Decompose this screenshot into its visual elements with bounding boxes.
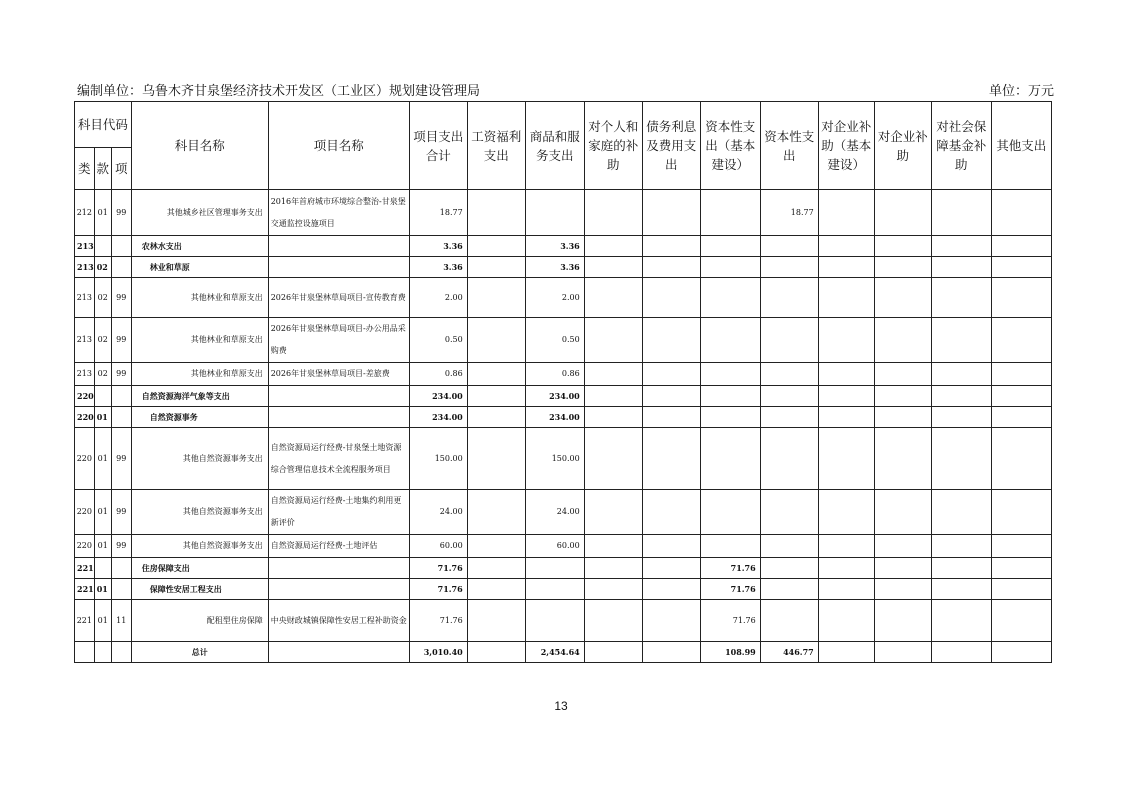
cell-goods: 24.00 bbox=[525, 490, 584, 535]
cell-debt bbox=[642, 236, 700, 257]
total-capital: 446.77 bbox=[760, 642, 818, 663]
cell-other bbox=[991, 428, 1051, 490]
header-capital-basic: 资本性支出（基本建设） bbox=[700, 102, 760, 190]
cell-total: 150.00 bbox=[409, 428, 467, 490]
cell-goods: 0.86 bbox=[525, 363, 584, 386]
total-capital-basic: 108.99 bbox=[700, 642, 760, 663]
cell-enterprise bbox=[874, 558, 931, 579]
cell-social bbox=[931, 190, 991, 236]
cell-enterprise-basic bbox=[818, 579, 874, 600]
cell-social bbox=[931, 558, 991, 579]
total-debt bbox=[642, 642, 700, 663]
cell-capital bbox=[760, 236, 818, 257]
table-row bbox=[75, 600, 1052, 642]
cell-subject: 配租型住房保障 bbox=[131, 600, 268, 642]
cell-social bbox=[931, 579, 991, 600]
cell-subject: 其他自然资源事务支出 bbox=[131, 535, 268, 558]
cell-item bbox=[111, 558, 131, 579]
cell-individual bbox=[584, 579, 642, 600]
cell-project bbox=[268, 407, 409, 428]
cell-project bbox=[268, 236, 409, 257]
cell-enterprise bbox=[874, 535, 931, 558]
cell-individual bbox=[584, 386, 642, 407]
cell-enterprise bbox=[874, 428, 931, 490]
cell-section bbox=[94, 236, 111, 257]
cell-capital-basic bbox=[700, 386, 760, 407]
cell-subject: 农林水支出 bbox=[131, 236, 268, 257]
cell-class: 213 bbox=[75, 278, 95, 318]
table-row bbox=[75, 257, 1052, 278]
cell-wages bbox=[467, 600, 525, 642]
cell-class: 212 bbox=[75, 190, 95, 236]
cell-enterprise-basic bbox=[818, 490, 874, 535]
cell-enterprise-basic bbox=[818, 535, 874, 558]
cell-section: 02 bbox=[94, 363, 111, 386]
cell-debt bbox=[642, 190, 700, 236]
cell-section: 01 bbox=[94, 190, 111, 236]
cell-empty bbox=[268, 642, 409, 663]
cell-capital-basic: 71.76 bbox=[700, 600, 760, 642]
cell-enterprise bbox=[874, 257, 931, 278]
table-row bbox=[75, 579, 1052, 600]
cell-item bbox=[111, 579, 131, 600]
cell-class: 221 bbox=[75, 600, 95, 642]
cell-enterprise-basic bbox=[818, 558, 874, 579]
cell-capital-basic bbox=[700, 190, 760, 236]
cell-capital bbox=[760, 318, 818, 363]
cell-enterprise bbox=[874, 600, 931, 642]
total-goods: 2,454.64 bbox=[525, 642, 584, 663]
cell-individual bbox=[584, 558, 642, 579]
cell-project: 2026年甘泉堡林草局项目-宣传教育费 bbox=[268, 278, 409, 318]
table-row bbox=[75, 490, 1052, 535]
cell-project: 2026年甘泉堡林草局项目-办公用品采购费 bbox=[268, 318, 409, 363]
cell-debt bbox=[642, 278, 700, 318]
cell-individual bbox=[584, 428, 642, 490]
cell-wages bbox=[467, 318, 525, 363]
total-enterprise-basic bbox=[818, 642, 874, 663]
cell-other bbox=[991, 236, 1051, 257]
cell-enterprise-basic bbox=[818, 386, 874, 407]
cell-section: 01 bbox=[94, 407, 111, 428]
cell-debt bbox=[642, 490, 700, 535]
cell-total: 60.00 bbox=[409, 535, 467, 558]
table-row bbox=[75, 428, 1052, 490]
cell-capital bbox=[760, 579, 818, 600]
cell-capital-basic: 71.76 bbox=[700, 579, 760, 600]
table-row bbox=[75, 558, 1052, 579]
cell-total: 234.00 bbox=[409, 407, 467, 428]
cell-total: 18.77 bbox=[409, 190, 467, 236]
cell-capital-basic bbox=[700, 236, 760, 257]
header-subject-name: 科目名称 bbox=[131, 102, 268, 190]
header-project-name: 项目名称 bbox=[268, 102, 409, 190]
header-enterprise-basic: 对企业补助（基本建设） bbox=[818, 102, 874, 190]
cell-capital-basic bbox=[700, 257, 760, 278]
cell-other bbox=[991, 407, 1051, 428]
cell-social bbox=[931, 318, 991, 363]
cell-individual bbox=[584, 407, 642, 428]
cell-item: 99 bbox=[111, 318, 131, 363]
cell-section: 02 bbox=[94, 278, 111, 318]
cell-social bbox=[931, 386, 991, 407]
cell-item: 11 bbox=[111, 600, 131, 642]
header-goods: 商品和服务支出 bbox=[525, 102, 584, 190]
cell-total: 24.00 bbox=[409, 490, 467, 535]
cell-enterprise-basic bbox=[818, 236, 874, 257]
cell-capital bbox=[760, 278, 818, 318]
cell-class: 220 bbox=[75, 407, 95, 428]
cell-section: 01 bbox=[94, 600, 111, 642]
cell-wages bbox=[467, 535, 525, 558]
table-row bbox=[75, 190, 1052, 236]
cell-capital: 18.77 bbox=[760, 190, 818, 236]
cell-project bbox=[268, 386, 409, 407]
cell-empty bbox=[111, 642, 131, 663]
cell-project: 自然资源局运行经费-土地评估 bbox=[268, 535, 409, 558]
cell-capital bbox=[760, 600, 818, 642]
cell-enterprise bbox=[874, 386, 931, 407]
cell-goods: 234.00 bbox=[525, 407, 584, 428]
table-row bbox=[75, 318, 1052, 363]
header-class: 类 bbox=[75, 148, 95, 190]
cell-enterprise bbox=[874, 407, 931, 428]
cell-wages bbox=[467, 490, 525, 535]
cell-social bbox=[931, 535, 991, 558]
budget-table bbox=[74, 101, 1052, 663]
cell-subject: 自然资源事务 bbox=[131, 407, 268, 428]
cell-goods bbox=[525, 600, 584, 642]
cell-subject: 其他林业和草原支出 bbox=[131, 318, 268, 363]
cell-section: 01 bbox=[94, 428, 111, 490]
cell-wages bbox=[467, 257, 525, 278]
cell-wages bbox=[467, 236, 525, 257]
cell-individual bbox=[584, 236, 642, 257]
cell-class: 220 bbox=[75, 490, 95, 535]
table-row bbox=[75, 535, 1052, 558]
cell-project: 自然资源局运行经费-土地集约利用更新评价 bbox=[268, 490, 409, 535]
cell-debt bbox=[642, 257, 700, 278]
cell-debt bbox=[642, 600, 700, 642]
cell-class: 220 bbox=[75, 535, 95, 558]
cell-total: 0.86 bbox=[409, 363, 467, 386]
cell-capital bbox=[760, 257, 818, 278]
header-social: 对社会保障基金补助 bbox=[931, 102, 991, 190]
cell-wages bbox=[467, 558, 525, 579]
cell-debt bbox=[642, 428, 700, 490]
cell-empty bbox=[75, 642, 95, 663]
cell-enterprise bbox=[874, 490, 931, 535]
header-wages: 工资福利支出 bbox=[467, 102, 525, 190]
cell-subject: 其他自然资源事务支出 bbox=[131, 490, 268, 535]
cell-section bbox=[94, 386, 111, 407]
cell-capital-basic bbox=[700, 535, 760, 558]
cell-project: 2016年首府城市环境综合整治-甘泉堡交通监控设施项目 bbox=[268, 190, 409, 236]
cell-total: 71.76 bbox=[409, 558, 467, 579]
cell-enterprise-basic bbox=[818, 278, 874, 318]
header-item: 项 bbox=[111, 148, 131, 190]
currency-unit: 单位：万元 bbox=[988, 84, 1054, 99]
cell-project bbox=[268, 558, 409, 579]
cell-individual bbox=[584, 190, 642, 236]
cell-class: 213 bbox=[75, 363, 95, 386]
table-row bbox=[75, 386, 1052, 407]
cell-section: 02 bbox=[94, 257, 111, 278]
cell-class: 221 bbox=[75, 579, 95, 600]
cell-other bbox=[991, 363, 1051, 386]
cell-project: 自然资源局运行经费-甘泉堡土地资源综合管理信息技术全流程服务项目 bbox=[268, 428, 409, 490]
cell-social bbox=[931, 236, 991, 257]
cell-wages bbox=[467, 190, 525, 236]
cell-total: 71.76 bbox=[409, 579, 467, 600]
header-enterprise: 对企业补助 bbox=[874, 102, 931, 190]
cell-class: 213 bbox=[75, 257, 95, 278]
header-other: 其他支出 bbox=[991, 102, 1051, 190]
cell-capital-basic bbox=[700, 363, 760, 386]
cell-total: 234.00 bbox=[409, 386, 467, 407]
cell-class: 213 bbox=[75, 236, 95, 257]
cell-total: 2.00 bbox=[409, 278, 467, 318]
cell-wages bbox=[467, 407, 525, 428]
cell-class: 220 bbox=[75, 428, 95, 490]
cell-individual bbox=[584, 490, 642, 535]
cell-social bbox=[931, 428, 991, 490]
total-other bbox=[991, 642, 1051, 663]
cell-item bbox=[111, 386, 131, 407]
cell-subject: 自然资源海洋气象等支出 bbox=[131, 386, 268, 407]
header-debt: 债务利息及费用支出 bbox=[642, 102, 700, 190]
cell-social bbox=[931, 600, 991, 642]
total-wages bbox=[467, 642, 525, 663]
cell-individual bbox=[584, 600, 642, 642]
compiling-unit: 编制单位：乌鲁木齐甘泉堡经济技术开发区（工业区）规划建设管理局 bbox=[77, 84, 481, 99]
table-row bbox=[75, 363, 1052, 386]
cell-capital bbox=[760, 428, 818, 490]
cell-project: 中央财政城镇保障性安居工程补助资金 bbox=[268, 600, 409, 642]
cell-item: 99 bbox=[111, 535, 131, 558]
cell-goods: 3.36 bbox=[525, 257, 584, 278]
cell-enterprise bbox=[874, 579, 931, 600]
cell-goods bbox=[525, 579, 584, 600]
cell-total: 3.36 bbox=[409, 257, 467, 278]
cell-enterprise bbox=[874, 278, 931, 318]
table-row bbox=[75, 407, 1052, 428]
cell-goods bbox=[525, 558, 584, 579]
cell-social bbox=[931, 363, 991, 386]
cell-subject: 其他自然资源事务支出 bbox=[131, 428, 268, 490]
table-row bbox=[75, 236, 1052, 257]
cell-capital bbox=[760, 407, 818, 428]
page-number: 13 bbox=[554, 699, 568, 713]
cell-capital bbox=[760, 386, 818, 407]
cell-total: 0.50 bbox=[409, 318, 467, 363]
cell-other bbox=[991, 600, 1051, 642]
cell-capital bbox=[760, 363, 818, 386]
cell-goods: 60.00 bbox=[525, 535, 584, 558]
cell-other bbox=[991, 386, 1051, 407]
cell-social bbox=[931, 257, 991, 278]
cell-wages bbox=[467, 278, 525, 318]
cell-capital bbox=[760, 535, 818, 558]
cell-enterprise-basic bbox=[818, 190, 874, 236]
cell-social bbox=[931, 490, 991, 535]
cell-total: 71.76 bbox=[409, 600, 467, 642]
cell-enterprise bbox=[874, 318, 931, 363]
cell-debt bbox=[642, 363, 700, 386]
cell-item: 99 bbox=[111, 278, 131, 318]
cell-other bbox=[991, 558, 1051, 579]
header-individual: 对个人和家庭的补助 bbox=[584, 102, 642, 190]
cell-enterprise bbox=[874, 236, 931, 257]
cell-individual bbox=[584, 535, 642, 558]
cell-social bbox=[931, 278, 991, 318]
cell-debt bbox=[642, 558, 700, 579]
cell-section: 01 bbox=[94, 490, 111, 535]
cell-individual bbox=[584, 318, 642, 363]
cell-section bbox=[94, 558, 111, 579]
cell-subject: 其他林业和草原支出 bbox=[131, 278, 268, 318]
cell-wages bbox=[467, 579, 525, 600]
cell-subject: 其他林业和草原支出 bbox=[131, 363, 268, 386]
cell-item bbox=[111, 257, 131, 278]
total-label: 总计 bbox=[131, 642, 268, 663]
cell-other bbox=[991, 190, 1051, 236]
cell-enterprise-basic bbox=[818, 600, 874, 642]
table-total-row bbox=[75, 642, 1052, 663]
cell-individual bbox=[584, 363, 642, 386]
table-row bbox=[75, 278, 1052, 318]
cell-wages bbox=[467, 386, 525, 407]
cell-section: 01 bbox=[94, 535, 111, 558]
cell-enterprise bbox=[874, 190, 931, 236]
cell-other bbox=[991, 490, 1051, 535]
total-enterprise bbox=[874, 642, 931, 663]
cell-wages bbox=[467, 428, 525, 490]
cell-debt bbox=[642, 386, 700, 407]
cell-goods: 0.50 bbox=[525, 318, 584, 363]
cell-enterprise bbox=[874, 363, 931, 386]
cell-other bbox=[991, 257, 1051, 278]
cell-capital-basic bbox=[700, 318, 760, 363]
cell-social bbox=[931, 407, 991, 428]
cell-goods: 2.00 bbox=[525, 278, 584, 318]
total-social bbox=[931, 642, 991, 663]
cell-wages bbox=[467, 363, 525, 386]
cell-capital bbox=[760, 490, 818, 535]
cell-debt bbox=[642, 407, 700, 428]
cell-goods bbox=[525, 190, 584, 236]
cell-debt bbox=[642, 579, 700, 600]
cell-goods: 150.00 bbox=[525, 428, 584, 490]
cell-capital-basic bbox=[700, 278, 760, 318]
cell-enterprise-basic bbox=[818, 318, 874, 363]
cell-enterprise-basic bbox=[818, 363, 874, 386]
cell-item: 99 bbox=[111, 490, 131, 535]
cell-capital-basic bbox=[700, 490, 760, 535]
cell-section: 01 bbox=[94, 579, 111, 600]
header-section: 款 bbox=[94, 148, 111, 190]
cell-project bbox=[268, 579, 409, 600]
cell-debt bbox=[642, 318, 700, 363]
cell-class: 221 bbox=[75, 558, 95, 579]
cell-item: 99 bbox=[111, 363, 131, 386]
cell-project bbox=[268, 257, 409, 278]
total-individual bbox=[584, 642, 642, 663]
cell-item bbox=[111, 407, 131, 428]
cell-goods: 234.00 bbox=[525, 386, 584, 407]
cell-capital-basic bbox=[700, 428, 760, 490]
header-total: 项目支出合计 bbox=[409, 102, 467, 190]
table-body bbox=[75, 190, 1052, 663]
cell-other bbox=[991, 318, 1051, 363]
cell-individual bbox=[584, 257, 642, 278]
cell-class: 213 bbox=[75, 318, 95, 363]
cell-enterprise-basic bbox=[818, 407, 874, 428]
cell-individual bbox=[584, 278, 642, 318]
cell-other bbox=[991, 535, 1051, 558]
cell-item: 99 bbox=[111, 428, 131, 490]
cell-capital-basic: 71.76 bbox=[700, 558, 760, 579]
cell-other bbox=[991, 579, 1051, 600]
cell-section: 02 bbox=[94, 318, 111, 363]
cell-enterprise-basic bbox=[818, 428, 874, 490]
cell-empty bbox=[94, 642, 111, 663]
cell-class: 220 bbox=[75, 386, 95, 407]
cell-enterprise-basic bbox=[818, 257, 874, 278]
cell-project: 2026年甘泉堡林草局项目-差旅费 bbox=[268, 363, 409, 386]
header-code-group: 科目代码 bbox=[75, 102, 132, 148]
cell-debt bbox=[642, 535, 700, 558]
cell-subject: 其他城乡社区管理事务支出 bbox=[131, 190, 268, 236]
total-total: 3,010.40 bbox=[409, 642, 467, 663]
cell-total: 3.36 bbox=[409, 236, 467, 257]
cell-subject: 林业和草原 bbox=[131, 257, 268, 278]
cell-item bbox=[111, 236, 131, 257]
cell-subject: 住房保障支出 bbox=[131, 558, 268, 579]
cell-subject: 保障性安居工程支出 bbox=[131, 579, 268, 600]
cell-capital bbox=[760, 558, 818, 579]
header-capital: 资本性支出 bbox=[760, 102, 818, 190]
cell-item: 99 bbox=[111, 190, 131, 236]
cell-capital-basic bbox=[700, 407, 760, 428]
cell-goods: 3.36 bbox=[525, 236, 584, 257]
cell-other bbox=[991, 278, 1051, 318]
